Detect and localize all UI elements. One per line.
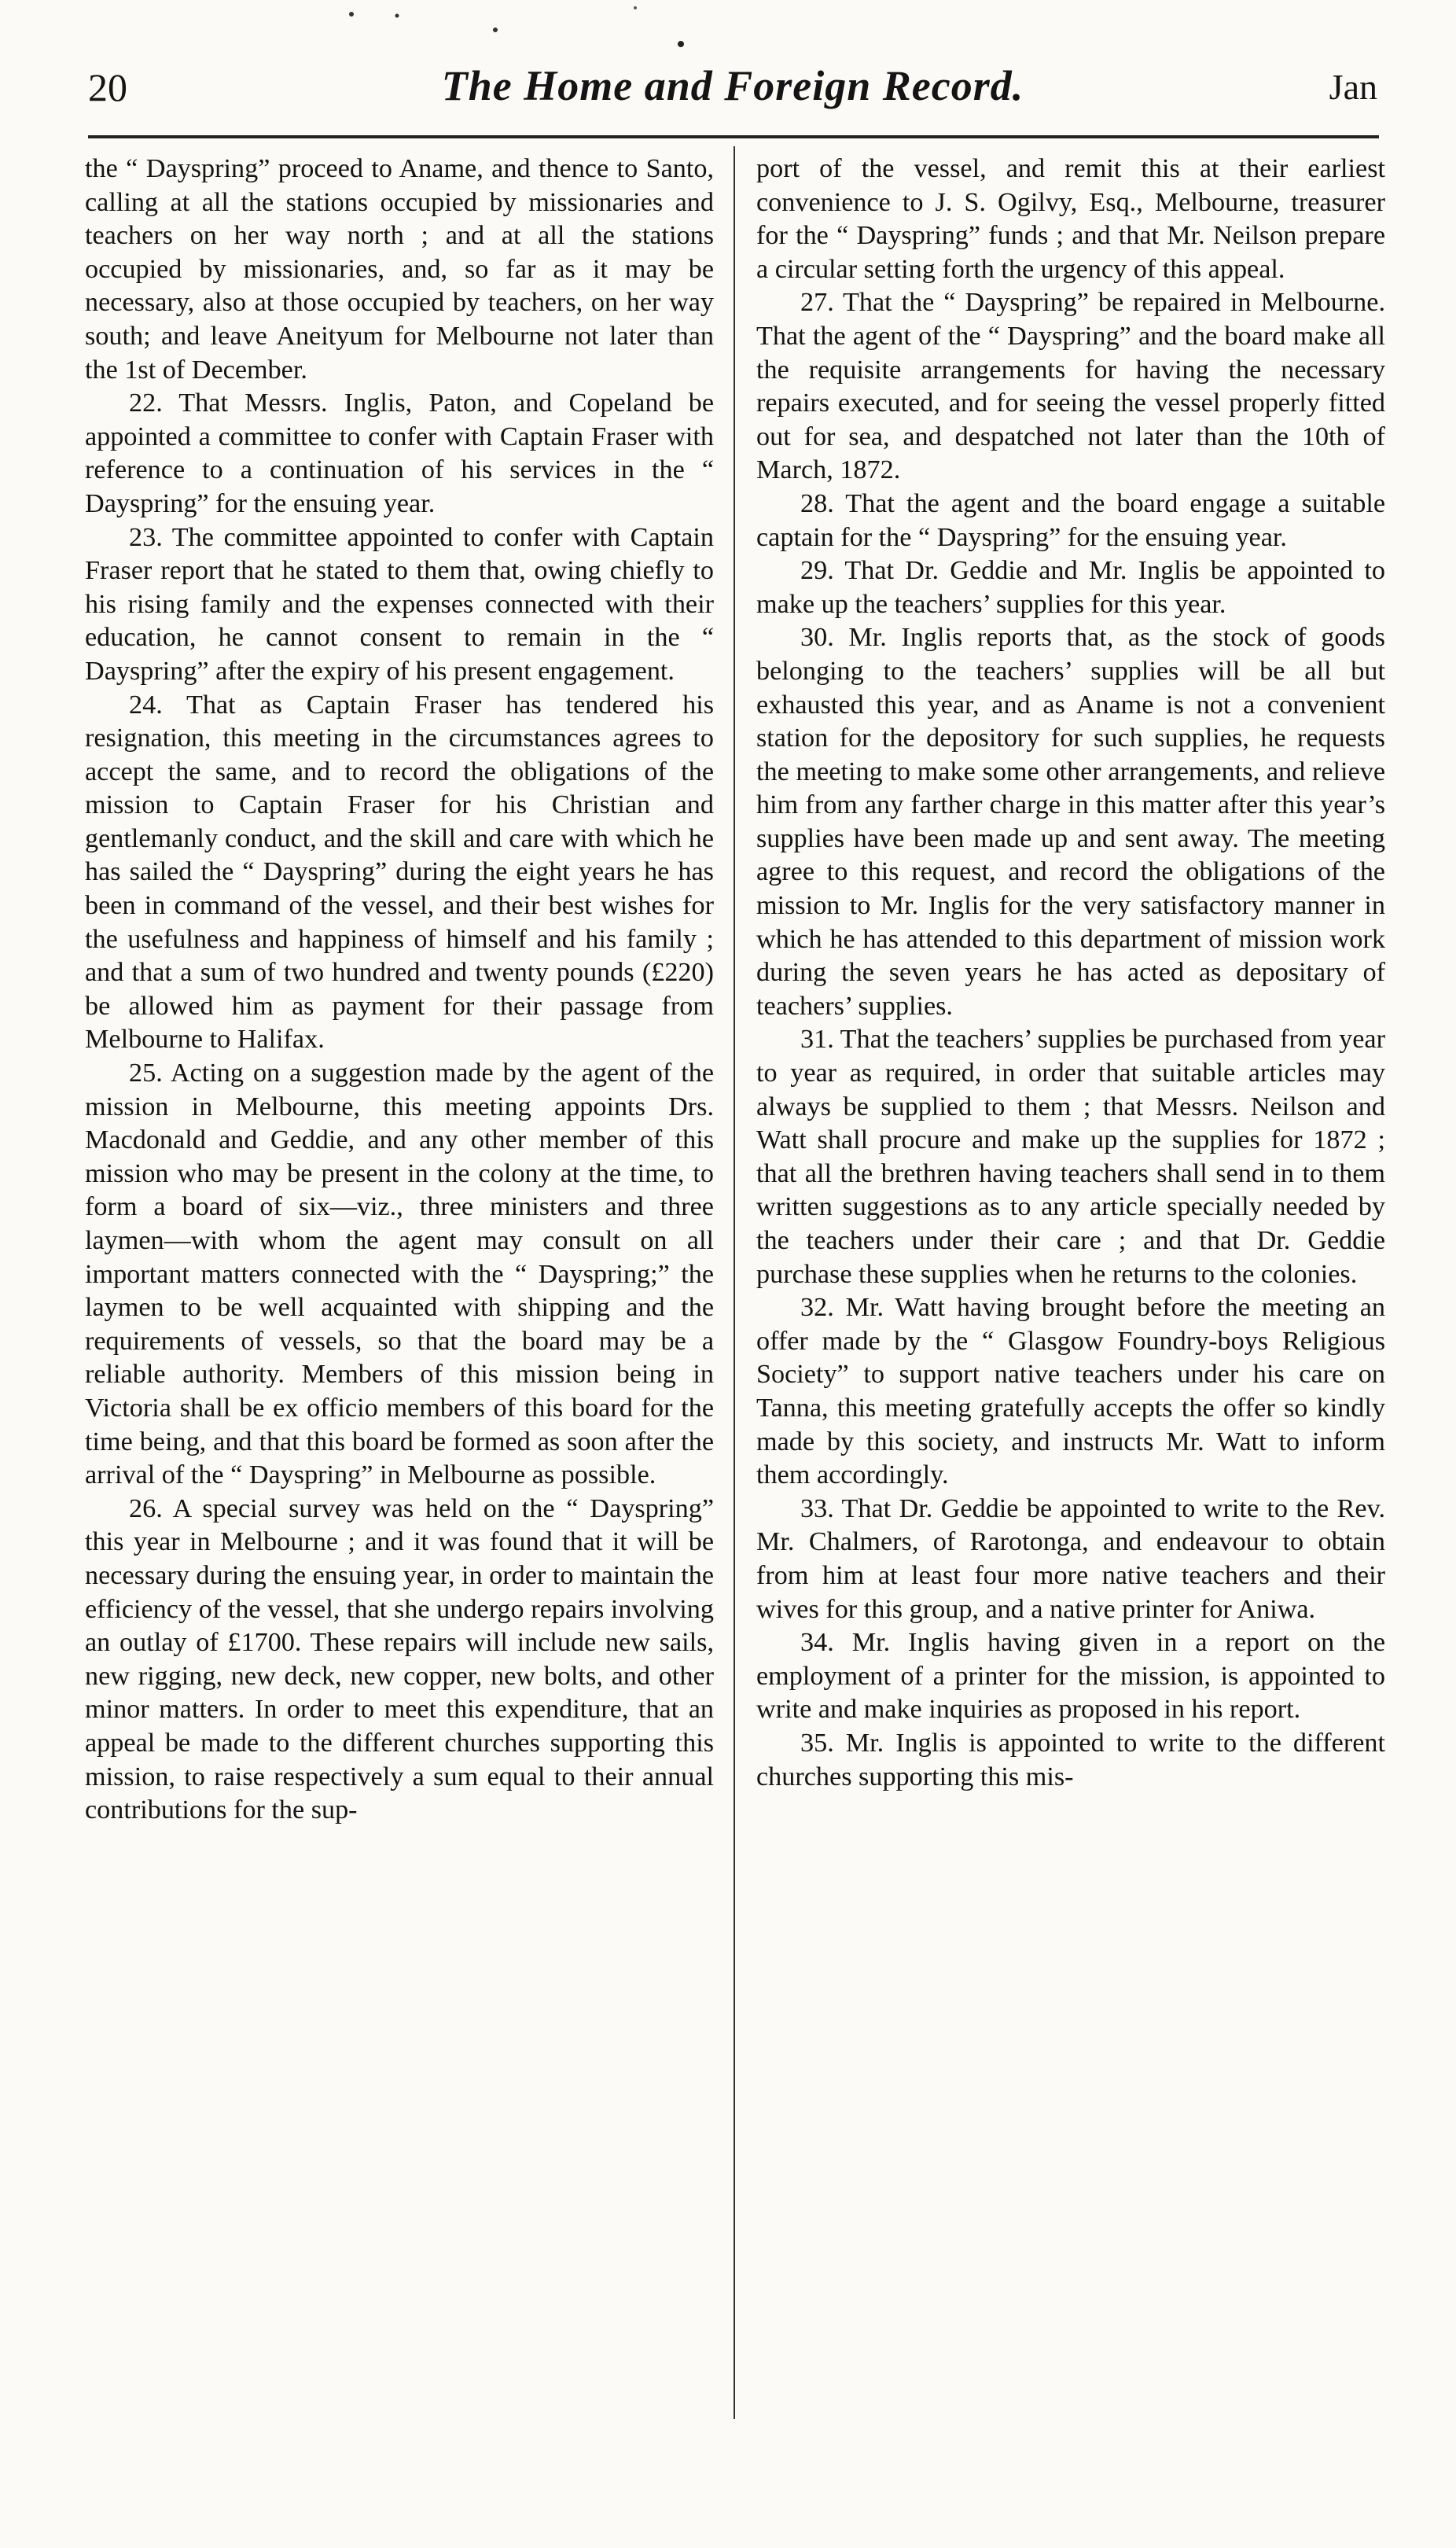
paragraph: the “ Dayspring” proceed to Aname, and thence to Santo, calling at all the stations occupied by missionaries and teachers on her way north ; and at all the stations occupied by missionaries, and, so far as it may be necessary, also at those occupied by teachers, on her way south; and leave Aneityum for Melbourne not later than the 1st of December. [85, 154, 714, 385]
running-title: The Home and Foreign Record. [441, 62, 1024, 109]
paragraph: 29. That Dr. Geddie and Mr. Inglis be appointed to make up the teachers’ supplies for this year. [756, 556, 1385, 619]
paragraph: 24. That as Captain Fraser has tendered his resignation, this meeting in the circumstances agrees to accept the same, and to record the obligations of the mission to Captain Fraser for his Christian and gentlemanly conduct, and the skill and care with which he has sailed the “ Dayspring” during the eight years he has been in command of the vessel, and their best wishes for the usefulness and happiness of himself and his family ; and that a sum of two hundred and twenty pounds (£220) be allowed him as payment for their passage from Melbourne to Halifax. [85, 690, 714, 1055]
paragraph: 32. Mr. Watt having brought before the meeting an offer made by the “ Glasgow Foundry-boys Religious Society” to support native teachers under his care on Tanna, this meeting gratefully accepts the offer so kindly made by this society, and instructs Mr. Watt to inform them accordingly. [756, 1293, 1385, 1490]
paragraph: 26. A special survey was held on the “ Dayspring” this year in Melbourne ; and it was found that it will be necessary during the ensuing year, in order to maintain the efficiency of the vessel, that she undergo repairs involving an outlay of £1700. These repairs will include new sails, new rigging, new deck, new copper, new bolts, and other minor matters. In order to meet this expenditure, that an appeal be made to the different churches supporting this mission, to raise respectively a sum equal to their annual contributions for the sup- [85, 1493, 714, 1825]
paragraph: 25. Acting on a suggestion made by the agent of the mission in Melbourne, this meeting appoints Drs. Macdonald and Geddie, and any other member of this mission who may be present in the colony at the time, to form a board of six—viz., three ministers and three laymen—with whom the agent may consult on all important matters connected with the “ Dayspring;” the laymen to be well acquainted with shipping and the requirements of vessels, so that the board may be a reliable authority. Members of this mission being in Victoria shall be ex officio members of this board for the time being, and that this board be formed as soon after the arrival of the “ Dayspring” in Melbourne as possible. [85, 1059, 714, 1490]
running-head-month: Jan [1329, 67, 1377, 107]
paragraph: 22. That Messrs. Inglis, Paton, and Copeland be appointed a committee to confer with Captain Fraser with reference to a continuation of his services in the “ Dayspring” for the ensuing year. [85, 388, 714, 518]
paragraph: 34. Mr. Inglis having given in a report on the employment of a printer for the mission, is appointed to write and make inquiries as proposed in his report. [756, 1628, 1385, 1725]
paragraph: 31. That the teachers’ supplies be purchased from year to year as required, in order that suitable articles may always be supplied to them ; that Messrs. Neilson and Watt shall procure and make up the supplies for 1872 ; that all the brethren having teachers shall send in to them written suggestions as to any article specially needed by the teachers under their care ; and that Dr. Geddie purchase these supplies when he returns to the colonies. [756, 1025, 1385, 1289]
paragraph: port of the vessel, and remit this at their earliest convenience to J. S. Ogilvy, Esq., Melbourne, treasurer for the “ Dayspring” funds ; and that Mr. Neilson prepare a circular setting forth the urgency of this appeal. [756, 154, 1385, 284]
page-number: 20 [88, 65, 127, 109]
paragraph: 33. That Dr. Geddie be appointed to write to the Rev. Mr. Chalmers, of Rarotonga, and endeavour to obtain from him at least four more native teachers and their wives for this group, and a native printer for Aniwa. [756, 1493, 1385, 1624]
paragraph: 27. That the “ Dayspring” be repaired in Melbourne. That the agent of the “ Dayspring” and the board make all the requisite arrangements for having the necessary repairs executed, and for seeing the vessel properly fitted out for sea, and despatched not later than the 10th of March, 1872. [756, 288, 1385, 485]
left-column [85, 153, 714, 1828]
paragraph: 35. Mr. Inglis is appointed to write to the different churches supporting this mis- [756, 1728, 1385, 1791]
column-divider [734, 146, 735, 2419]
print-specks [0, 0, 1456, 55]
paragraph: 23. The committee appointed to confer with Captain Fraser report that he stated to them that, owing chiefly to his rising family and the expenses connected with their education, he cannot consent to remain in the “ Dayspring” after the expiry of his present engagement. [85, 522, 714, 686]
header-rule [88, 135, 1379, 138]
paragraph: 28. That the agent and the board engage a suitable captain for the “ Dayspring” for the ensuing year. [756, 488, 1385, 552]
right-column [756, 153, 1385, 1794]
page-header [88, 61, 1377, 132]
paragraph: 30. Mr. Inglis reports that, as the stock of goods belonging to the teachers’ supplies will be all but exhausted this year, and as Aname is not a convenient station for the depository for such supplies, he requests the meeting to make some other arrangements, and relieve him from any farther charge in this matter after this year’s supplies have been made up and sent away. The meeting agree to this request, and record the obligations of the mission to Mr. Inglis for the very satisfactory manner in which he has attended to this department of mission work during the seven years he has acted as depositary of teachers’ supplies. [756, 623, 1385, 1021]
